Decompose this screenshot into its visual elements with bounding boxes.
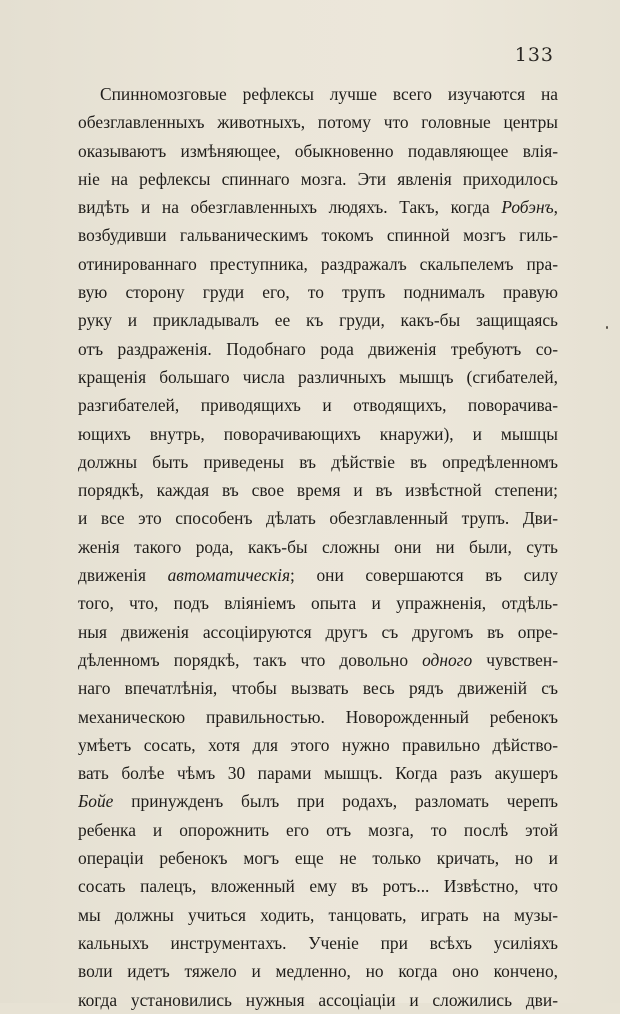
italic-text: Робэнъ	[501, 197, 554, 218]
text-line	[78, 165, 558, 193]
text-segment: движенія	[78, 565, 168, 586]
text-segment: ; они совершаются въ силу	[290, 565, 558, 586]
text-segment: принужденъ былъ при родахъ, разломать черепъ	[113, 791, 558, 812]
text-segment: должны быть приведены въ дѣйствіе въ опредѣленномъ	[78, 451, 558, 472]
text-line	[78, 80, 558, 108]
text-segment: руку и прикладывалъ ее къ груди, какъ-бы защищаясь	[78, 310, 558, 331]
text-segment: наго впечатлѣнія, чтобы вызвать весь рядъ движеній съ	[78, 678, 558, 699]
text-segment: оказываютъ измѣняющее, обыкновенно подавляющее влія-	[78, 140, 558, 161]
text-line	[78, 137, 558, 165]
text-segment: порядкѣ, каждая въ свое время и въ извѣстной степени;	[78, 480, 558, 501]
text-segment: того, что, подъ вліяніемъ опыта и упражненія, отдѣль-	[78, 593, 558, 614]
text-line	[78, 674, 558, 702]
text-line	[78, 929, 558, 957]
text-segment: воли идетъ тяжело и медленно, но когда оно кончено,	[78, 961, 558, 982]
text-line	[78, 872, 558, 900]
text-line	[78, 363, 558, 391]
text-line	[78, 844, 558, 872]
text-segment: ныя движенія ассоціируются другъ съ другомъ въ опре-	[78, 621, 558, 642]
text-segment: сосать палецъ, вложенный ему въ ротъ... Извѣстно, что	[78, 876, 558, 897]
text-line	[78, 901, 558, 929]
text-line	[78, 193, 558, 221]
text-segment: операціи ребенокъ могъ еще не только кричать, но и	[78, 848, 558, 869]
text-line	[78, 731, 558, 759]
text-line	[78, 504, 558, 532]
text-line	[78, 476, 558, 504]
italic-text: одного	[422, 649, 473, 670]
text-line	[78, 108, 558, 136]
text-line	[78, 618, 558, 646]
text-segment: механическою правильностью. Новорожденный ребенокъ	[78, 706, 558, 727]
text-line	[78, 703, 558, 731]
text-segment: умѣетъ сосать, хотя для этого нужно правильно дѣйство-	[78, 734, 558, 755]
text-line	[78, 589, 558, 617]
text-segment: Спинномозговые рефлексы лучше всего изучаются на	[100, 84, 558, 104]
text-segment: мы должны учиться ходить, танцовать, играть на музы-	[78, 904, 558, 925]
text-line	[78, 646, 558, 674]
text-segment: вую сторону груди его, то трупъ поднималъ правую	[78, 282, 558, 303]
text-segment: чувствен-	[472, 649, 558, 670]
text-segment: женія такого рода, какъ-бы сложны они ни были, суть	[78, 536, 558, 557]
text-segment: обезглавленныхъ животныхъ, потому что головные центры	[78, 112, 558, 133]
text-line	[78, 957, 558, 985]
paper-speck	[606, 326, 608, 329]
text-line	[78, 533, 558, 561]
text-line	[78, 816, 558, 844]
text-line	[78, 448, 558, 476]
text-segment: кальныхъ инструментахъ. Ученіе при всѣхъ усиліяхъ	[78, 932, 558, 953]
text-line	[78, 278, 558, 306]
text-line	[78, 420, 558, 448]
text-segment: и все это способенъ дѣлать обезглавленный трупъ. Дви-	[78, 508, 558, 529]
body-text	[78, 80, 558, 1014]
text-segment: вать болѣе чѣмъ 30 парами мышцъ. Когда разъ акушеръ	[78, 763, 558, 784]
text-line	[78, 221, 558, 249]
text-segment: возбудивши гальваническимъ токомъ спинной мозгъ гиль-	[78, 225, 558, 246]
text-line	[78, 759, 558, 787]
text-line	[78, 250, 558, 278]
page-number: 133	[514, 44, 554, 66]
text-segment: ребенка и опорожнить его отъ мозга, то послѣ этой	[78, 819, 558, 840]
text-segment: когда установились нужныя ассоціаціи и сложились дви-	[78, 989, 558, 1010]
text-segment: отъ раздраженія. Подобнаго рода движенія требуютъ со-	[78, 338, 558, 359]
text-segment: ющихъ внутрь, поворачивающихъ кнаружи), и мышцы	[78, 423, 558, 444]
text-line	[78, 561, 558, 589]
text-line	[78, 787, 558, 815]
text-line	[78, 986, 558, 1014]
italic-text: автоматическія	[167, 565, 291, 586]
text-segment: видѣть и на обезглавленныхъ людяхъ. Такъ, когда	[78, 197, 502, 218]
text-segment: кращенія большаго числа различныхъ мышцъ (сгибателей,	[78, 366, 558, 387]
text-line	[78, 391, 558, 419]
text-line	[78, 335, 558, 363]
text-line	[78, 306, 558, 334]
italic-text: Бойе	[78, 791, 114, 812]
text-segment: ,	[553, 197, 558, 218]
text-segment: ніе на рефлексы спиннаго мозга. Эти явленія приходилось	[78, 168, 558, 189]
text-segment: разгибателей, приводящихъ и отводящихъ, поворачива-	[78, 395, 558, 416]
text-segment: дѣленномъ порядкѣ, такъ что довольно	[78, 649, 423, 670]
text-segment: отинированнаго преступника, раздражалъ скальпелемъ пра-	[78, 253, 558, 274]
